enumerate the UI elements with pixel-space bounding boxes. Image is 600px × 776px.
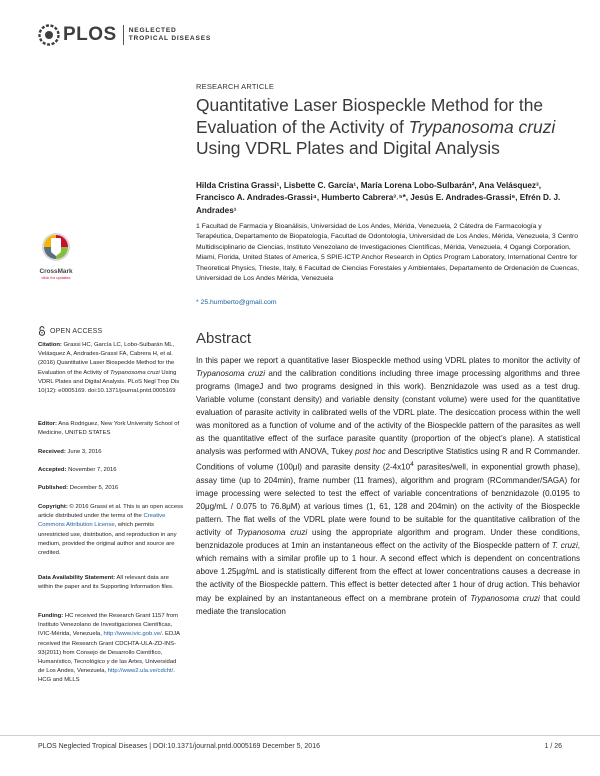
title-part-1: Quantitative Laser Biospeckle Method for the Evaluation of the Activity of: [196, 95, 544, 137]
footer-citation: PLOS Neglected Tropical Diseases | DOI:10.1371/journal.pntd.0005169 December 5, 2016: [38, 743, 320, 750]
abstract-text: and the calibration conditions including three image processing algorithms and three programs (ImageJ and two programs designed in this work). Benznidazole was used as a test drug. Variable volume (constant density) and variable density (constant volume) were used for the quantitative evaluation of parasite activity in calibrated wells of the VDRL plate. The desiccation process within the well was monitored as a function of volume and of the activity of the Biospeckle pattern of the parasites as well as the quantitative effect of the surface parasite quantity (proportion of the object’s plane). A statistical analysis was performed with ANOVA, Tukey: [196, 369, 580, 457]
article-type: RESEARCH ARTICLE: [196, 82, 275, 91]
author-list: Hilda Cristina Grassi¹, Lisbette C. García¹, María Lorena Lobo-Sulbarán², Ana Velásquez³, Francisco A. Andrades-Grassi⁴, Humberto Cabrera³˒⁵*, Jesús E. Andrades-Grassi⁶, Efrén D. J. Andrades¹: [196, 181, 561, 215]
received-label: Received:: [38, 449, 66, 455]
published-value: December 5, 2016: [68, 485, 119, 491]
abstract-text: In this paper we report a quantitative laser Biospeckle method using VDRL plates to monitor the activity of: [196, 356, 580, 365]
funding-link-ula[interactable]: http://www2.ula.ve/cdcht/: [107, 668, 174, 675]
plos-logo-icon: [38, 24, 60, 46]
accepted-label: Accepted:: [38, 467, 67, 473]
abstract-body: [196, 354, 580, 618]
accepted-date: [38, 466, 184, 475]
funding-link-ivic[interactable]: http://www.ivic.gob.ve/: [103, 631, 162, 638]
published-label: Published:: [38, 485, 69, 491]
citation-species: Trypanosoma cruzi: [110, 369, 160, 376]
abstract-text: that could mediate the translocation: [196, 593, 581, 616]
open-access-lock-icon: [38, 326, 46, 336]
funding-label: Funding:: [38, 613, 64, 619]
citation-label: Citation:: [38, 342, 62, 348]
journal-name: [129, 27, 211, 43]
funding-text-1: HC received the Research Grant 1157 from Instituto Venezolano de Investigaciones Científicas, IVIC-Mérida, Venezuela,: [38, 613, 179, 638]
abstract-heading: Abstract: [196, 330, 252, 347]
page-number: 1 / 26: [544, 743, 562, 750]
title-species: Trypanosoma cruzi: [408, 116, 556, 137]
data-availability-text: All relevant data are within the paper and its Supporting Information files.: [38, 575, 174, 591]
journal-line-2: TROPICAL DISEASES: [128, 35, 212, 42]
funding-block: [38, 612, 184, 686]
funding-text-3: . HCG and MLLS: [38, 668, 175, 684]
abstract-superscript: 4: [410, 461, 414, 469]
citation-block: [38, 341, 184, 396]
crossmark-sublabel: click for updates: [41, 275, 71, 280]
title-part-2: Using VDRL Plates and Digital Analysis: [196, 138, 500, 158]
brand-name: PLOS: [63, 24, 117, 45]
editor-block: [38, 420, 184, 438]
open-access-badge: [38, 326, 102, 336]
copyright-text-2: , which permits unrestricted use, distribution, and reproduction in any medium, provided the original author and source are credited.: [38, 522, 177, 557]
published-date: [38, 484, 184, 493]
accepted-value: November 7, 2016: [66, 467, 117, 473]
abstract-italic: T. cruzi: [551, 541, 578, 551]
citation-text: Grassi HC, García LC, Lobo-Sulbarán ML, Velásquez A, Andrades-Grassi FA, Cabrera H, et al. (2016) Quantitative Laser Biospeckle Method for the Evaluation of the Activity of: [38, 342, 175, 376]
crossmark-icon: [41, 232, 71, 262]
crossmark-badge[interactable]: [38, 232, 74, 280]
received-date: [38, 448, 184, 457]
copyright-block: [38, 503, 184, 558]
article-title: [196, 95, 586, 160]
abstract-text: , which remains with a similar profile up to 1 hour. A second effect which is dependent on concentrations above 1.25μg/mL and is statistically different from the effect at lower concentrations causes a decrease in the activity of the Biospeckle pattern. This effect is better detected after 1 hour of drug action. This behavior may be explained by an instantaneous effect on a membrane protein of: [196, 541, 580, 603]
abstract-italic: Trypanosoma cruzi: [470, 593, 540, 603]
data-availability-block: [38, 574, 184, 592]
logo-divider: [123, 25, 124, 45]
abstract-italic: Trypanosoma cruzi: [196, 369, 266, 379]
footer-divider: [0, 735, 600, 736]
crossmark-label: CrossMark: [39, 268, 73, 275]
abstract-text: parasites/well, in exponential growth phase), assay time (up to 204min), frame number (11 frames), algorithm and program (RCommander/SAGA) for image processing were selected to test the effect of variable concentrations of benznidazole (0.0195 to 20μg/mL / 0.075 to 76.8μM) at various times (1, 61, 128 and 204min) on the activity of the Biospeckle pattern. The flat wells of the VDRL plate were found to be suitable for the quantitative calibration of the activity of: [196, 463, 580, 538]
abstract-text: and Descriptive Statistics using R and R Commander. Conditions of volume (100μl) and parasite density (2-4x10: [196, 447, 581, 473]
funding-text-2: . EDJA received the Research Grant CDCHTA-ULA-ZD-INS-93(2011) from Consejo de Desarrollo Científico, Humanístico, Tecnológico y de las Artes, Universidad de Los Andes, Venezuela,: [38, 631, 180, 675]
editor-label: Editor:: [38, 421, 57, 427]
license-link[interactable]: Creative Commons Attribution License: [38, 513, 166, 529]
abstract-italic: post hoc: [355, 447, 386, 457]
corresponding-email[interactable]: * 25.humberto@gmail.com: [196, 299, 277, 306]
journal-line-1: NEGLECTED: [128, 27, 177, 34]
journal-logo[interactable]: [38, 22, 211, 48]
editor-text: Ana Rodriguez, New York University School of Medicine, UNITED STATES: [38, 421, 180, 437]
affiliations: 1 Facultad de Farmacia y Bioanálisis, Universidad de Los Andes, Mérida, Venezuela, 2 Cátedra de Farmacología y Terapéutica, Departamento de Biopatología, Facultad de Odontología, Universidad de Los Andes, Mérida, Venezuela, 3 Centro Multidisciplinario de Ciencias, Instituto Venezolano de Investigaciones Científicas, Mérida, Venezuela, 4 Ogangi Corporation, Miami, Florida, United States of America, 5 SPIE-ICTP Anchor Research in Optics Program Laboratory, International Centre for Theoretical Physics, Trieste, Italy, 6 Facultad de Ciencias Forestales y Ambientales, Departamento de Ordenación de Cuencas, Universidad de Los Andes Mérida, Venezuela: [196, 223, 579, 283]
copyright-text-1: © 2016 Grassi et al. This is an open access article distributed under the terms of the: [38, 504, 184, 520]
received-value: June 3, 2016: [65, 449, 102, 455]
abstract-text: using the appropriate algorithm and program. Under these conditions, benznidazole produces at 1min an instantaneous effect on the activity of the Biospeckle pattern of: [196, 528, 581, 551]
open-access-label: OPEN ACCESS: [50, 327, 103, 335]
citation-tail: Using VDRL Plates and Digital Analysis. PLoS Negl Trop Dis 10(12): e0005169. doi:10.1371/journal.pntd.0005169: [38, 369, 180, 395]
copyright-label: Copyright:: [38, 504, 68, 510]
data-availability-label: Data Availability Statement:: [38, 575, 116, 581]
abstract-italic: Trypanosoma cruzi: [236, 528, 308, 538]
